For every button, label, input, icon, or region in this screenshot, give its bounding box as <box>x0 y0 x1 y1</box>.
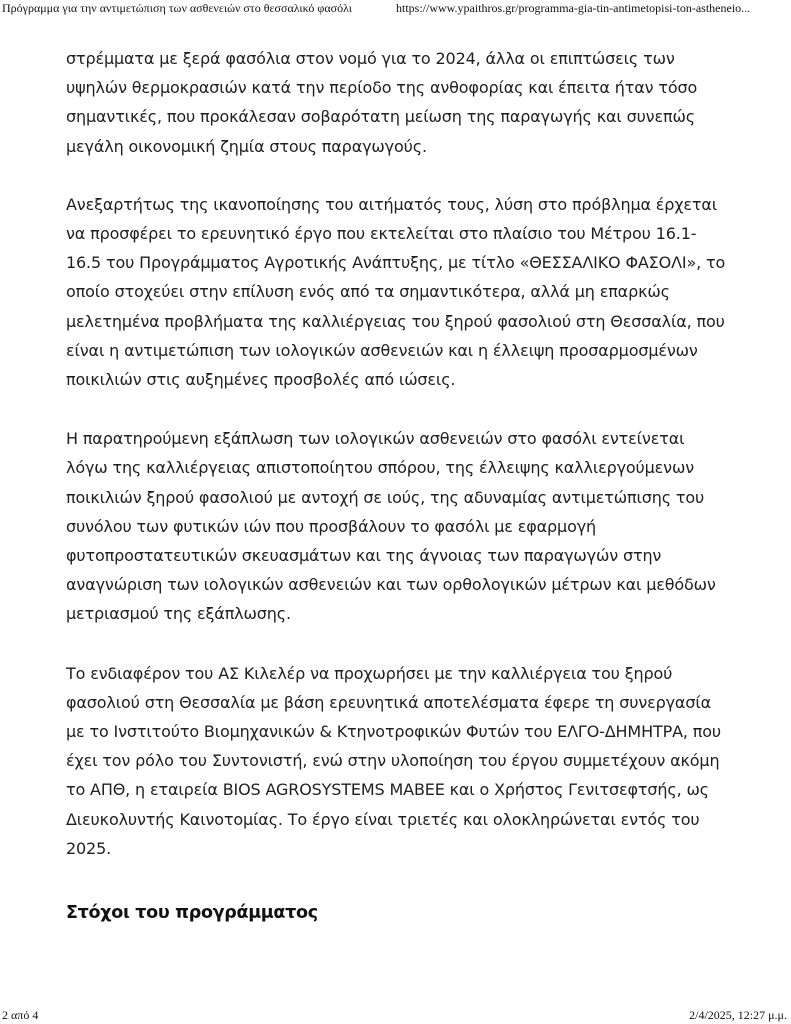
print-date: 2/4/2025, 12:27 μ.μ. <box>689 1008 787 1022</box>
article-paragraph: Η παρατηρούμενη εξάπλωση των ιολογικών ασθενειών στο φασόλι εντείνεται λόγω της καλλιέργειας απιστοποίητου σπόρου, της έλλειψης καλλιεργούμενων ποικιλιών ξηρού φασολιού με αντοχή σε ιούς, της αδυναμίας αντιμετώπισης του συνόλου των φυτικών ιών που προσβάλουν το φασόλι με εφαρμογή φυτοπροστατευτικών σκευασμάτων και της άγνοιας των παραγωγών στην αναγνώριση των ιολογικών ασθενειών και των ορθολογικών μέτρων και μεθόδων μετριασμού της εξάπλωσης. <box>66 429 716 624</box>
article-paragraph: Ανεξαρτήτως της ικανοποίησης του αιτήματός τους, λύση στο πρόβλημα έρχεται να προσφέρει το ερευνητικό έργο που εκτελείται στο πλαίσιο του Μέτρου 16.1-16.5 του Προγράμματος Αγροτικής Ανάπτυξης, με τίτλο «ΘΕΣΣΑΛΙΚΟ ΦΑΣΟΛΙ», το οποίο στοχεύει στην επίλυση ενός από τα σημαντικότερα, αλλά μη επαρκώς μελετημένα προβλήματα της καλλιέργειας του ξηρού φασολιού στη Θεσσαλία, που είναι η αντιμετώπιση των ιολογικών ασθενειών και η έλλειψη προσαρμοσμένων ποικιλιών στις αυξημένες προσβολές από ιώσεις. <box>66 194 726 390</box>
page-number: 2 από 4 <box>2 1008 39 1022</box>
section-heading: Στόχοι του προγράμματος <box>66 903 318 924</box>
print-header <box>0 0 791 16</box>
page-title: Πρόγραμμα για την αντιμετώπιση των ασθενειών στο θεσσαλικό φασόλι <box>2 1 352 15</box>
article-body <box>66 44 730 927</box>
article-paragraph: Το ενδιαφέρον του ΑΣ Κιλελέρ να προχωρήσει με την καλλιέργεια του ξηρού φασολιού στη Θεσσαλία με βάση ερευνητικά αποτελέσματα έφερε τη συνεργασία με το Ινστιτούτο Βιομηχανικών & Κτηνοτροφικών Φυτών του ΕΛΓΟ-ΔΗΜΗΤΡΑ, που έχει τον ρόλο του Συντονιστή, ενώ στην υλοποίηση του έργου συμμετέχουν ακόμη το ΑΠΘ, η εταιρεία BIOS AGROSYSTEMS ΜΑΒΕΕ και ο Χρήστος Γενιτσεφτσής, ως Διευκολυντής Καινοτομίας. Το έργο είναι τριετές και ολοκληρώνεται εντός του 2025. <box>66 663 721 858</box>
page-url[interactable]: https://www.ypaithros.gr/programma-gia-tin-antimetopisi-ton-astheneio... <box>396 1 751 15</box>
article-paragraph: στρέμματα με ξερά φασόλια στον νομό για το 2024, άλλα οι επιπτώσεις των υψηλών θερμοκρασιών κατά την περίοδο της ανθοφορίας και έπειτα ήταν τόσο σημαντικές, που προκάλεσαν σοβαρότατη μείωση της παραγωγής και συνεπώς μεγάλη οικονομική ζημία στους παραγωγούς. <box>66 49 698 156</box>
print-footer <box>0 1008 791 1024</box>
